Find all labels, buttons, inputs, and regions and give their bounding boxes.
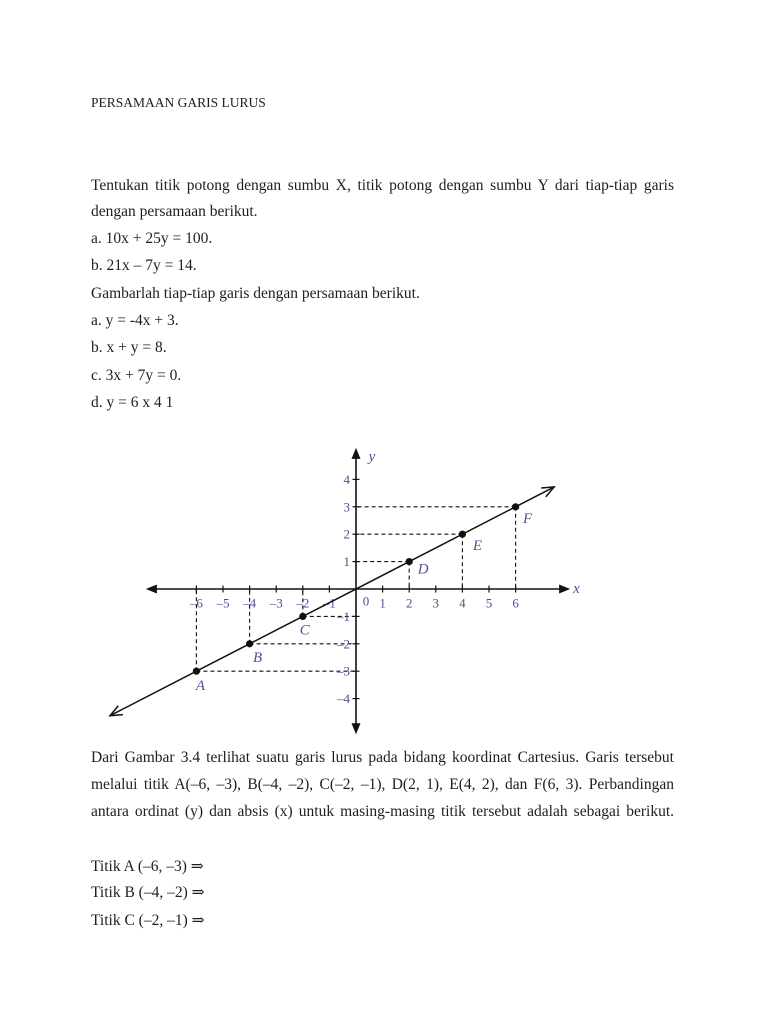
- ratio-item-b: Titik B (–4, –2) ⇒: [91, 884, 205, 901]
- intro-line: dengan persamaan berikut.: [91, 203, 258, 220]
- x-tick-label: –2: [296, 595, 310, 611]
- x-axis-arrow-left: [146, 585, 157, 594]
- x-tick-label: 6: [512, 595, 519, 611]
- point-label-b: B: [253, 649, 263, 666]
- point-label-d: D: [417, 561, 429, 578]
- y-tick-label: 2: [343, 526, 350, 542]
- y-tick-label: 3: [343, 499, 350, 515]
- draw-item-c: c. 3x + 7y = 0.: [91, 367, 182, 384]
- x-tick-label: –1: [322, 595, 336, 611]
- x-tick-label: –5: [216, 595, 230, 611]
- page-title: PERSAMAAN GARIS LURUS: [91, 95, 266, 110]
- x-tick-label: 3: [432, 595, 440, 611]
- ratio-item-c: Titik C (–2, –1) ⇒: [91, 912, 205, 929]
- point-e: [459, 531, 466, 538]
- equation-item-b: b. 21x – 7y = 14.: [91, 257, 197, 274]
- y-tick-label: –4: [337, 691, 350, 707]
- ratio-item-a: Titik A (–6, –3) ⇒: [91, 858, 204, 875]
- y-axis-arrow-down: [352, 723, 361, 734]
- explanation-line: antara ordinat (y) dan absis (x) untuk masing-masing titik tersebut adalah sebagai berikut.: [91, 803, 674, 820]
- draw-item-b: b. x + y = 8.: [91, 339, 167, 356]
- point-f: [512, 503, 519, 510]
- x-tick-label: 1: [379, 595, 386, 611]
- x-tick-label: 4: [459, 595, 466, 611]
- y-axis-arrow-up: [352, 448, 361, 459]
- x-tick-label: –6: [189, 595, 203, 611]
- draw-item-d: d. y = 6 x 4 1: [91, 394, 174, 411]
- explanation-line: Dari Gambar 3.4 terlihat suatu garis lurus pada bidang koordinat Cartesius. Garis tersebut: [91, 749, 674, 766]
- y-tick-label: –3: [337, 663, 350, 679]
- point-label-e: E: [472, 538, 482, 555]
- point-label-c: C: [299, 622, 310, 639]
- y-tick-label: 1: [343, 554, 350, 570]
- x-tick-label: 5: [485, 595, 493, 611]
- point-label-f: F: [523, 510, 533, 527]
- explanation-line: melalui titik A(–6, –3), B(–4, –2), C(–2, –1), D(2, 1), E(4, 2), dan F(6, 3). Perbandingan: [91, 776, 674, 793]
- draw-item-a: a. y = -4x + 3.: [91, 312, 179, 329]
- intro-line: Tentukan titik potong dengan sumbu X, titik potong dengan sumbu Y dari tiap-tiap garis: [91, 177, 674, 194]
- x-axis-arrow-right: [559, 585, 570, 594]
- x-tick-label: 0: [362, 593, 370, 609]
- coordinate-graph: [100, 440, 600, 740]
- point-a: [193, 668, 200, 675]
- point-b: [246, 640, 253, 647]
- point-c: [299, 613, 306, 620]
- y-tick-label: –2: [337, 636, 350, 652]
- equation-item-a: a. 10x + 25y = 100.: [91, 230, 213, 247]
- x-tick-label: –4: [243, 595, 257, 611]
- point-d: [406, 558, 413, 565]
- x-tick-label: –3: [269, 595, 283, 611]
- draw-instruction: Gambarlah tiap-tiap garis dengan persamaan berikut.: [91, 285, 420, 302]
- point-label-a: A: [195, 678, 205, 695]
- y-axis-label: y: [368, 448, 376, 465]
- x-axis-label: x: [573, 581, 580, 597]
- y-tick-label: 4: [343, 471, 350, 487]
- y-tick-label: –1: [337, 608, 350, 624]
- x-tick-label: 2: [405, 595, 413, 611]
